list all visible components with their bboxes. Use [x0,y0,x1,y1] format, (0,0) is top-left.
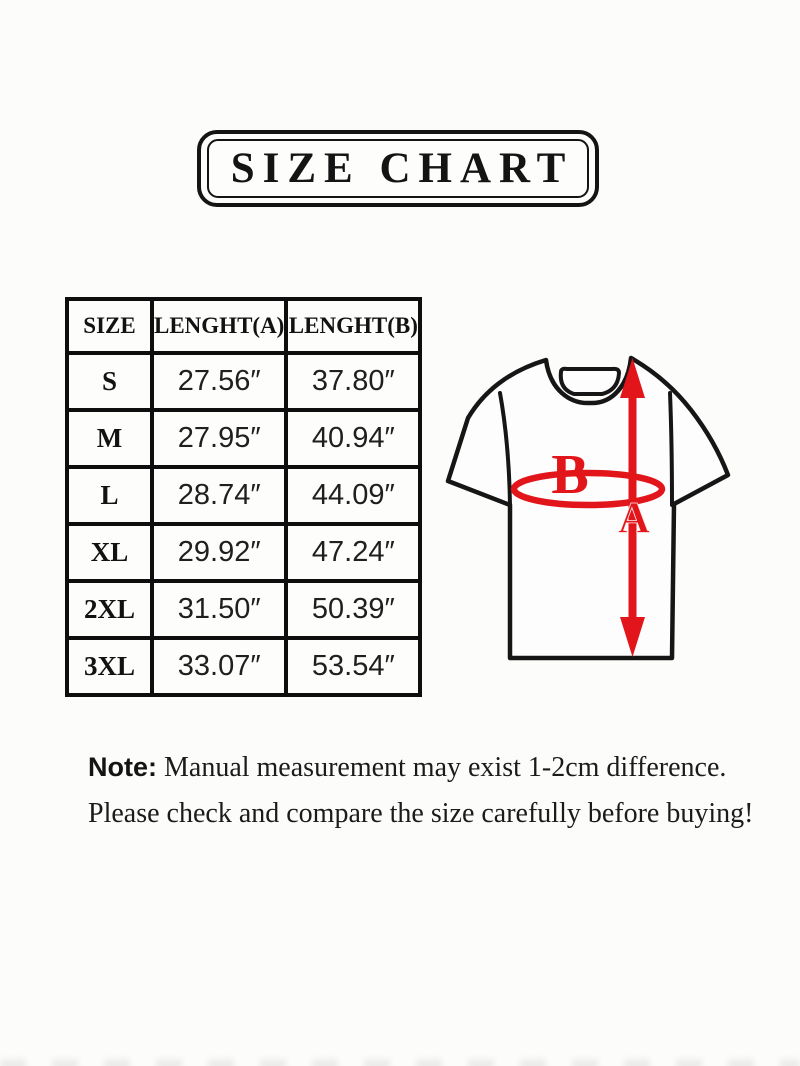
length-a-cell: 27.56″ [152,353,286,410]
title-plate-inner-border [207,139,589,198]
col-header-length-b: LENGHT(B) [286,299,420,353]
title-plate [197,130,599,207]
table-row [67,353,420,410]
size-cell: 2XL [67,581,152,638]
table-header-row [67,299,420,353]
note-line-1-text: Manual measurement may exist 1-2cm difference. [157,752,727,783]
length-b-cell: 40.94″ [286,410,420,467]
table-row [67,581,420,638]
length-b-cell: 53.54″ [286,638,420,695]
note-prefix: Note: [88,752,157,782]
tshirt-measurement-diagram [438,348,742,670]
length-a-cell: 31.50″ [152,581,286,638]
length-b-cell: 47.24″ [286,524,420,581]
table-row [67,467,420,524]
table-row [67,524,420,581]
length-b-cell: 50.39″ [286,581,420,638]
page-title: SIZE CHART [230,145,574,192]
length-b-cell: 44.09″ [286,467,420,524]
label-a: A [618,493,650,542]
size-cell: M [67,410,152,467]
size-cell: S [67,353,152,410]
tshirt-right-sleeve-seam [670,393,672,505]
tshirt-collar-opening [561,369,619,394]
table-row [67,410,420,467]
size-cell: 3XL [67,638,152,695]
note-line-1 [88,750,768,785]
note-line-2: Please check and compare the size carefully before buying! [88,798,754,829]
size-table [65,297,422,697]
col-header-size: SIZE [67,299,152,353]
cutoff-next-image-artifact [0,1059,800,1066]
size-cell: L [67,467,152,524]
length-a-cell: 29.92″ [152,524,286,581]
note-block [88,750,768,831]
label-b: B [551,444,589,506]
length-a-cell: 28.74″ [152,467,286,524]
size-cell: XL [67,524,152,581]
table-row [67,638,420,695]
length-b-cell: 37.80″ [286,353,420,410]
length-a-cell: 27.95″ [152,410,286,467]
col-header-length-a: LENGHT(A) [152,299,286,353]
length-a-cell: 33.07″ [152,638,286,695]
